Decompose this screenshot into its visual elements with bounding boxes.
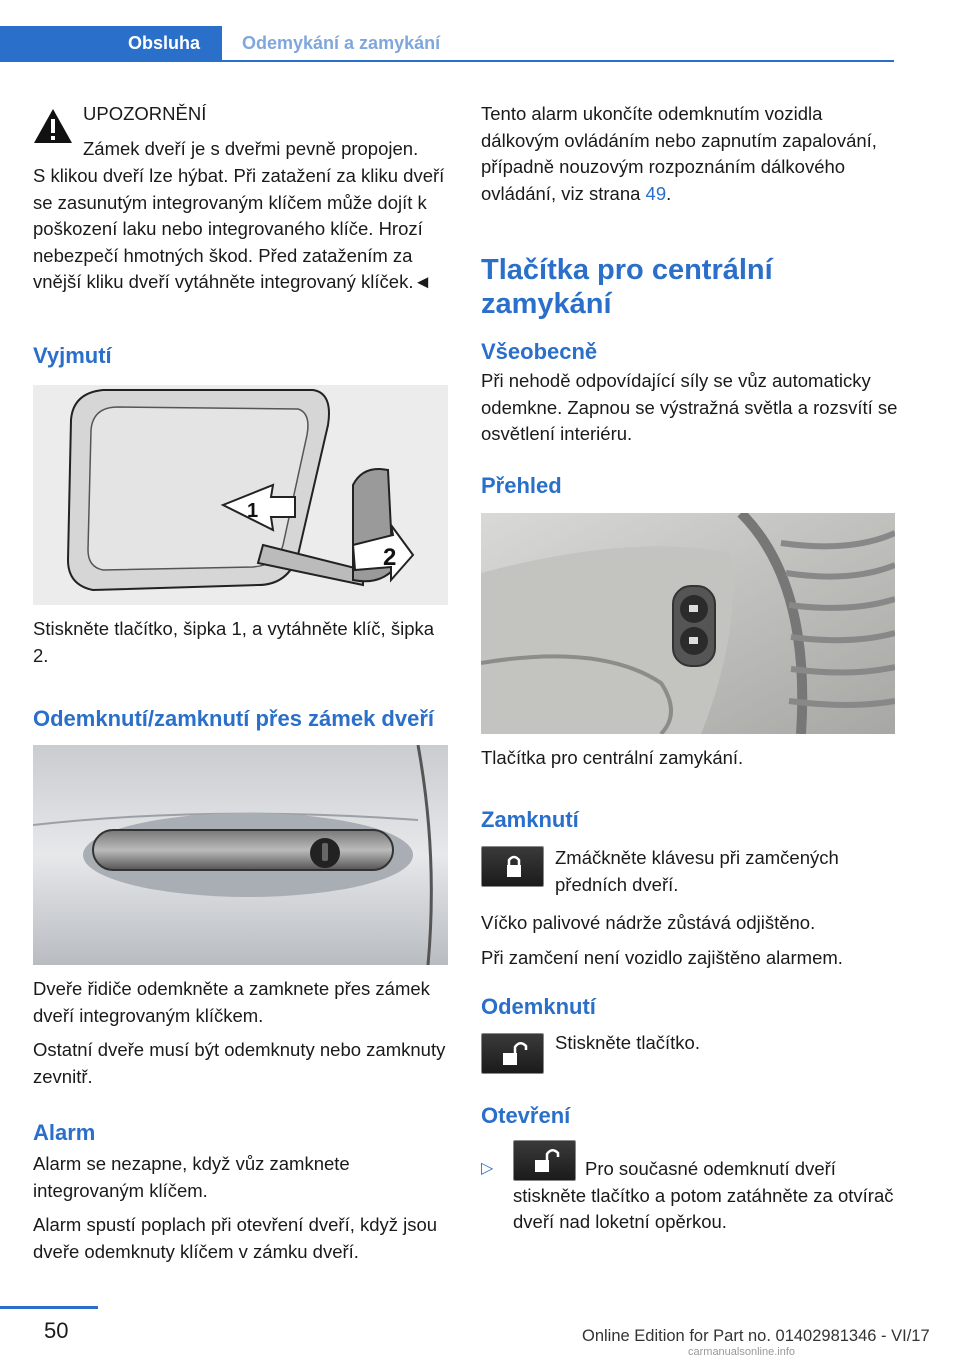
- warning-title-block: [83, 101, 453, 162]
- interior-door-drawing: [481, 513, 895, 734]
- tab-obsluha[interactable]: Obsluha: [0, 26, 222, 60]
- page-49-link[interactable]: 49: [645, 182, 667, 204]
- overview-heading: Přehled: [481, 473, 562, 498]
- overview-caption: Tlačítka pro centrální zamykání.: [481, 747, 744, 768]
- lock-heading-right: Zamknutí: [481, 807, 579, 832]
- tab-odemykani[interactable]: Odemykání a zamykání: [242, 33, 441, 53]
- alarm-text2: Alarm spustí poplach při otevření dveří, když jsou dveře odemknuty klíčem v zámku dveří.: [33, 1214, 438, 1262]
- bullet-triangle-icon: ▷: [481, 1160, 494, 1177]
- lock-note2: Při zamčení není vozidlo zajištěno alarmem.: [481, 946, 843, 968]
- lock-text-block: [33, 976, 453, 1090]
- removal-text: Stiskněte tlačítko, šipka 1, a vytáhněte klíč, šipka 2.: [33, 618, 435, 666]
- lock-instruction: Zmáčkněte klávesu při zamčených předních dveří.: [555, 847, 839, 895]
- alarm-heading: Alarm: [33, 1120, 96, 1145]
- alarm-text-block: [33, 1151, 453, 1265]
- lock-notes: [481, 910, 901, 971]
- header-divider: [0, 60, 894, 62]
- general-text: Při nehodě odpovídající síly se vůz automaticky odemkne. Zapnou se výstražná světla a rozsvítí se osvětlení interiéru.: [481, 370, 898, 444]
- padlock-closed-icon: [482, 847, 545, 888]
- key-removal-drawing: [33, 385, 448, 605]
- alarm-intro-end: .: [666, 182, 672, 204]
- lock-text2: Ostatní dveře musí být odemknuty nebo zamknuty zevnitř.: [33, 1039, 446, 1087]
- warning-line1: Zámek dveří je s dveřmi pevně propojen.: [83, 137, 419, 159]
- lock-note1: Víčko palivové nádrže zůstává odjištěno.: [481, 912, 816, 933]
- unlock-instruction: Stiskněte tlačítko.: [555, 1032, 700, 1053]
- watermark: carmanualsonline.info: [688, 1346, 796, 1358]
- open-instruction: Pro současné odemknutí dveří stiskněte tlačítko a potom zatáhněte za otvírač dveří nad loketní opěrkou.: [513, 1158, 894, 1232]
- key-removal-illustration: [33, 385, 448, 605]
- alarm-intro-text: [481, 101, 901, 207]
- open-heading: Otevření: [481, 1103, 571, 1128]
- warning-title: UPOZORNĚNÍ: [83, 103, 207, 124]
- lock-text1: Dveře řidiče odemkněte a zamknete přes zámek dveří integrovaným klíčkem.: [33, 978, 430, 1026]
- lock-heading-left: Odemknutí/zamknutí přes zámek dveří: [33, 706, 435, 731]
- padlock-open-icon: [482, 1034, 545, 1075]
- page-number: 50: [44, 1318, 69, 1343]
- removal-heading: Vyjmutí: [33, 343, 112, 368]
- lock-button-image: [481, 846, 544, 887]
- alarm-text1: Alarm se nezapne, když vůz zamknete integrovaným klíčem.: [33, 1153, 350, 1201]
- unlock-button-image: [481, 1033, 544, 1074]
- warning-icon: [33, 108, 73, 144]
- central-locking-buttons-photo: [481, 513, 895, 734]
- edition-note: Online Edition for Part no. 01402981346 - VI/17: [582, 1327, 930, 1345]
- door-handle-photo: [33, 745, 448, 965]
- alarm-intro-body: Tento alarm ukončíte odemknutím vozidla dálkovým ovládáním nebo zapnutím zapalování, případně nouzovým rozpoznáním dálkového ovládání, viz strana: [481, 103, 877, 204]
- warning-body: S klikou dveří lze hýbat. Při zatažení za kliku dveří se zasunutým integrovaným klíčem může dojít k poškození laku nebo integrovaného klíče. Hrozí nebezpečí hmotných škod. Před zatažením za vnější kliku dveří vytáhněte integrovaný klíček.◄: [33, 165, 445, 292]
- footer-accent-line: [0, 1306, 98, 1309]
- unlock-heading: Odemknutí: [481, 994, 596, 1019]
- door-handle-drawing: [33, 745, 448, 965]
- arrow-label-2: 2: [383, 544, 397, 571]
- central-locking-heading: Tlačítka pro centrální zamykání: [481, 254, 773, 320]
- general-heading: Všeobecně: [481, 339, 598, 364]
- arrow-label-1: 1: [247, 500, 259, 522]
- page-header: [0, 0, 960, 62]
